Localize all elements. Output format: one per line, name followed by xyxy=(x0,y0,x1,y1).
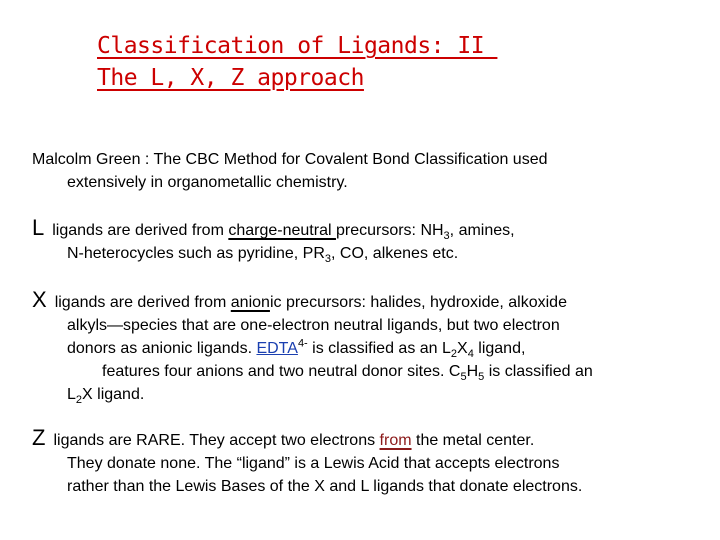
l-text-c: , amines, xyxy=(449,222,515,239)
x-line-4 xyxy=(32,360,692,383)
l-sub-1: 3 xyxy=(443,230,450,243)
x-letter: X xyxy=(32,287,47,312)
x-sub-3: 5 xyxy=(460,371,467,384)
x-text-i: H xyxy=(466,363,479,380)
l-sub-2: 3 xyxy=(324,253,332,266)
x-text-h: features four anions and two neutral donor sites. C xyxy=(102,363,461,380)
l-text-a: ligands are derived from xyxy=(52,222,229,239)
l-line-2 xyxy=(32,242,692,265)
x-sub-4: 5 xyxy=(478,371,485,384)
title-line-1: Classification of Ligands: II xyxy=(97,33,498,59)
z-line-2: They donate none. The “ligand” is a Lewis Acid that accepts electrons xyxy=(67,455,560,472)
z-text-a: ligands are RARE. They accept two electrons xyxy=(53,432,380,449)
title-line-2: The L, X, Z approach xyxy=(97,65,364,91)
x-line-2: alkyls—species that are one-electron neutral ligands, but two electron xyxy=(67,317,560,334)
z-text-b: the metal center. xyxy=(411,432,535,449)
l-text-b: precursors: NH xyxy=(335,222,444,239)
x-text-g: ligand, xyxy=(473,340,526,357)
x-text-l: X ligand. xyxy=(82,386,145,403)
l-text-d: N-heterocycles such as pyridine, PR xyxy=(67,245,325,262)
intro-paragraph xyxy=(32,148,692,194)
x-sub-1: 2 xyxy=(450,348,458,361)
intro-line-1: Malcolm Green : The CBC Method for Covalent Bond Classification used xyxy=(32,151,548,168)
intro-line-2: extensively in organometallic chemistry. xyxy=(67,174,348,191)
x-underlined: anion xyxy=(230,294,270,311)
x-sub-2: 4 xyxy=(467,348,474,361)
x-line-5 xyxy=(32,383,692,406)
l-ligand-paragraph xyxy=(32,216,692,265)
l-underlined: charge-neutral xyxy=(228,222,336,239)
l-text-e: , CO, alkenes etc. xyxy=(331,245,459,262)
x-text-f: X xyxy=(457,340,468,357)
z-ligand-paragraph xyxy=(32,426,692,498)
x-text-b: ic precursors: halides, hydroxide, alkoxide xyxy=(269,294,567,311)
z-line-3: rather than the Lewis Bases of the X and L ligands that donate electrons. xyxy=(67,478,583,495)
x-ligand-paragraph xyxy=(32,288,692,406)
x-sup: 4- xyxy=(297,337,308,350)
l-letter: L xyxy=(32,215,45,240)
slide-title xyxy=(97,30,497,94)
edta-link[interactable]: EDTA xyxy=(256,340,298,357)
x-text-k: L xyxy=(67,386,76,403)
x-text-e: is classified as an L xyxy=(307,340,451,357)
x-text-j: is classified an xyxy=(484,363,593,380)
z-from: from xyxy=(379,432,412,449)
x-line-3 xyxy=(32,337,692,360)
x-text-d: donors as anionic ligands. xyxy=(67,340,257,357)
x-sub-5: 2 xyxy=(75,394,83,407)
x-text-a: ligands are derived from xyxy=(54,294,231,311)
z-letter: Z xyxy=(32,425,46,450)
